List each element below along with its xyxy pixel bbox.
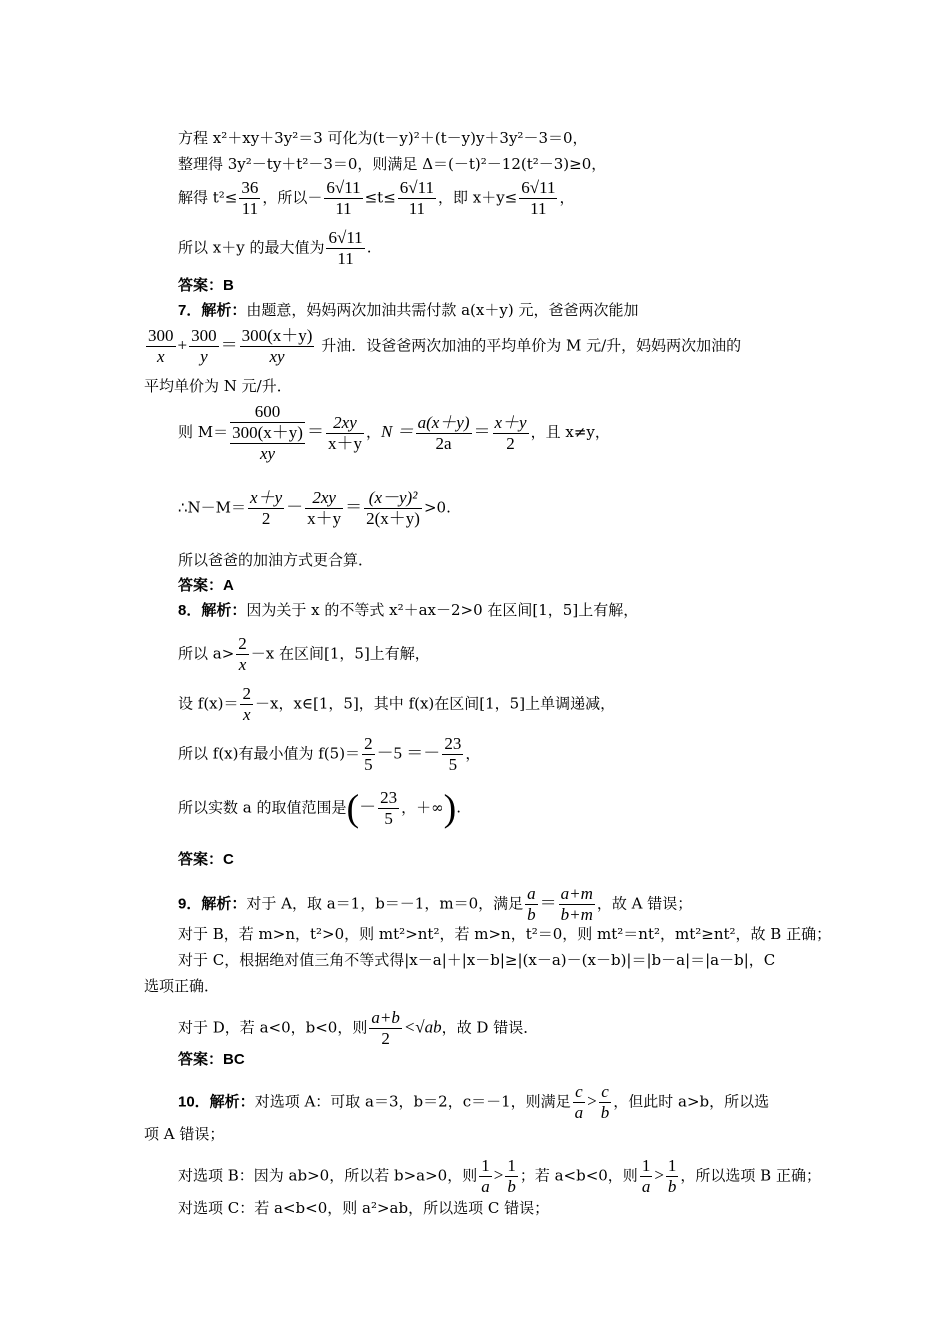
answer-8: 答案：C	[178, 851, 234, 868]
text: －x，x∈[1，5]，其中 f(x)在区间[1，5]上单调递减，	[254, 694, 616, 713]
line-equation-1: 方程 x²＋xy＋3y²＝3 可化为(t－y)²＋(t－y)y＋3y²－3＝0，	[178, 129, 588, 147]
q10-C: 对选项 C：若 a<b<0，则 a²>ab，所以选项 C 错误；	[178, 1199, 550, 1217]
q9-D	[178, 1008, 538, 1049]
right-paren: )	[443, 787, 457, 830]
text: .	[366, 238, 372, 257]
fraction	[505, 1156, 518, 1197]
text: ，所以选项 B 正确；	[680, 1166, 821, 1185]
denominator-bottom: xy	[260, 444, 276, 463]
label: 7．解析：	[178, 302, 247, 319]
denominator: x	[156, 347, 165, 366]
text: 所以 a>	[178, 644, 235, 663]
denominator: 5	[448, 755, 458, 774]
denominator: b	[667, 1177, 677, 1196]
q10-B	[178, 1156, 821, 1197]
op: ＝	[473, 422, 491, 441]
text: ，故 D 错误．	[441, 1018, 539, 1037]
q8-line5: 所以实数 a 的取值范围是(－ $\frac{23}{5}$ ，＋∞).	[178, 787, 462, 830]
denominator: 11	[408, 199, 426, 218]
fraction	[239, 178, 260, 219]
text: 设 f(x)＝	[178, 694, 239, 713]
fraction	[666, 1156, 679, 1197]
text: 对选项 A：可取 a＝3，b＝2，c＝－1，则满足	[254, 1092, 571, 1111]
fraction	[364, 488, 422, 529]
numerator: a	[527, 884, 536, 903]
text: －x 在区间[1，5]上有解，	[250, 644, 430, 663]
op: －	[286, 497, 304, 517]
denominator: 2	[261, 509, 271, 528]
fraction	[236, 634, 249, 675]
op: ＝	[306, 422, 324, 441]
line-equation-2: 整理得 3y²－ty＋t²－3＝0，则满足 Δ＝(－t)²－12(t²－3)≥0，	[178, 155, 607, 173]
denominator: 2	[381, 1029, 390, 1048]
numerator: 6√11	[326, 178, 361, 197]
fraction	[189, 326, 219, 367]
op: >	[493, 1165, 504, 1185]
numerator: 300	[191, 326, 217, 345]
denominator: 2	[506, 433, 515, 453]
op: ＝	[539, 893, 557, 913]
denominator: 2(x＋y)	[366, 509, 420, 528]
denominator: 11	[335, 199, 352, 218]
denominator: b	[507, 1177, 516, 1196]
text: ；若 a<b<0，则	[519, 1166, 638, 1185]
op: －	[359, 797, 377, 817]
denominator: b	[527, 905, 536, 924]
denominator-top: 300(x＋y)	[232, 423, 303, 442]
text: －5 ＝－	[376, 743, 441, 763]
op: ＝	[345, 497, 363, 517]
answer-9: 答案：BC	[178, 1051, 245, 1068]
text: 升油．设爸爸两次加油的平均单价为 M 元/升，妈妈两次加油的	[321, 336, 742, 355]
numerator: 1	[641, 1156, 651, 1175]
denominator: b	[600, 1103, 610, 1122]
numerator: 6√11	[328, 228, 363, 247]
fraction	[305, 488, 343, 529]
denominator: x＋y	[327, 433, 362, 453]
fraction	[416, 413, 472, 454]
q9-B: 对于 B，若 m>n，t²>0，则 mt²>nt²，若 m>n，t²＝0，则 mt²＝nt²，mt²≥nt²，故 B 正确；	[178, 925, 832, 943]
fraction	[493, 413, 529, 454]
q8-head	[178, 600, 638, 621]
numerator: a+b	[371, 1008, 400, 1027]
numerator: 6√11	[521, 178, 556, 197]
answer-6: 答案：B	[178, 277, 234, 294]
text: 对于 A，取 a＝1，b＝－1，m＝0，满足	[246, 894, 524, 913]
text: 所以实数 a 的取值范围是	[178, 798, 347, 817]
op: >	[654, 1165, 664, 1185]
fraction	[146, 326, 176, 367]
numerator: a(x＋y)	[417, 412, 470, 432]
N-label: N ＝	[380, 422, 414, 441]
numerator: 6√11	[399, 178, 434, 197]
label: 9．解析：	[178, 895, 247, 913]
label: 8．解析：	[178, 602, 247, 619]
fraction	[326, 228, 364, 269]
op: ＝	[220, 335, 238, 355]
text: ，	[559, 188, 575, 207]
denominator: x	[238, 655, 247, 674]
sqrt-ab: <√ab	[403, 1017, 442, 1037]
text: ∴N－M＝	[178, 498, 247, 517]
fraction	[479, 1156, 492, 1197]
text: 由题意，妈妈两次加油共需付款 a(x＋y) 元，爸爸两次能加	[246, 301, 639, 319]
compound-fraction	[230, 402, 305, 464]
numerator: 23	[444, 734, 462, 753]
denominator: 11	[241, 199, 259, 218]
fraction	[525, 884, 538, 925]
numerator: 23	[380, 788, 398, 807]
numerator: 1	[667, 1156, 677, 1175]
numerator: 2	[364, 734, 373, 753]
text: ，所以－	[262, 188, 323, 207]
numerator: x＋y	[250, 488, 283, 507]
denominator: x＋y	[307, 509, 342, 528]
numerator: 300(x＋y)	[241, 326, 313, 345]
denominator: a	[574, 1103, 584, 1122]
numerator: 1	[507, 1156, 516, 1175]
numerator: 2	[242, 684, 251, 703]
text: >0.	[423, 498, 451, 517]
numerator: 2xy	[305, 488, 343, 509]
fraction	[398, 178, 436, 219]
text: ，且 x≠y，	[530, 423, 610, 441]
op: +	[177, 335, 188, 355]
denominator: a	[641, 1177, 651, 1196]
denominator: 5	[384, 809, 393, 828]
op: >	[587, 1091, 597, 1111]
q7-line3: 平均单价为 N 元/升．	[144, 377, 292, 395]
fraction	[362, 734, 375, 775]
q9-C2: 选项正确．	[144, 977, 220, 995]
fraction	[573, 1082, 586, 1123]
label: 10．解析：	[178, 1093, 255, 1111]
text: ，	[465, 744, 481, 763]
text: 因为关于 x 的不等式 x²＋ax－2>0 在区间[1，5]上有解，	[246, 601, 639, 619]
text: 所以 x＋y 的最大值为	[178, 238, 325, 257]
text: 则 M＝	[178, 423, 229, 441]
fraction	[519, 178, 557, 219]
fraction	[240, 684, 253, 725]
denominator: 2a	[435, 433, 452, 453]
numerator: 600	[230, 402, 305, 423]
q10-head	[178, 1082, 769, 1123]
q7-M: 则 M＝ 600 300(x＋y) xy ＝ $\frac{2xy}{x+y}$ ，N ＝ $\frac{a(x+y)}{2a}$ ＝ $\frac{x+y}{2}$ ，且 x≠y，	[178, 402, 610, 463]
q7-line2	[144, 326, 741, 367]
text: ，即 x＋y≤	[437, 188, 518, 207]
fraction	[324, 178, 362, 219]
q10-A2: 项 A 错误；	[144, 1125, 225, 1143]
denominator: a	[481, 1177, 490, 1196]
fraction	[326, 413, 364, 454]
fraction	[378, 788, 399, 829]
q7-head	[178, 300, 638, 321]
answer-7: 答案：A	[178, 577, 234, 594]
q9-head	[178, 884, 692, 925]
line-solve	[178, 178, 574, 219]
text: ≤t≤	[364, 188, 396, 207]
denominator: 11	[530, 199, 547, 218]
text: ，但此时 a>b，所以选	[613, 1092, 770, 1111]
fraction	[559, 884, 595, 925]
text: 对选项 B：因为 ab>0，所以若 b>a>0，则	[178, 1166, 478, 1185]
numerator: c	[599, 1082, 612, 1103]
q8-line3	[178, 684, 615, 725]
q7-diff	[178, 488, 451, 529]
q7-conclusion: 所以爸爸的加油方式更合算．	[178, 551, 374, 569]
fraction	[248, 488, 284, 529]
text: 解得 t²≤	[178, 188, 238, 207]
line-max	[178, 228, 371, 269]
numerator: a+m	[560, 884, 593, 903]
numerator: 2xy	[326, 413, 364, 434]
denominator: xy	[269, 347, 285, 366]
numerator: x＋y	[494, 412, 527, 432]
denominator: x	[242, 705, 251, 724]
q8-line2	[178, 634, 430, 675]
denominator: y	[200, 347, 208, 366]
denominator: b+m	[560, 905, 593, 924]
fraction	[442, 734, 463, 775]
numerator: (x－y)²	[364, 488, 422, 509]
q9-C: 对于 C，根据绝对值三角不等式得|x－a|＋|x－b|≥|(x－a)－(x－b)|＝|b－a|＝|a－b|，C	[178, 951, 776, 969]
text: 所以 f(x)有最小值为 f(5)＝	[178, 744, 361, 763]
numerator: c	[573, 1082, 586, 1103]
text: ，故 A 错误；	[596, 894, 693, 913]
numerator: 2	[238, 634, 247, 653]
fraction	[599, 1082, 612, 1123]
numerator: 1	[481, 1156, 490, 1175]
text: 对于 D，若 a<0，b<0，则	[178, 1018, 368, 1037]
fraction	[240, 326, 315, 367]
numerator: 36	[241, 178, 259, 197]
numerator: 300	[148, 326, 174, 345]
denominator: 11	[337, 249, 354, 268]
text: ，＋∞	[401, 798, 444, 817]
fraction	[640, 1156, 653, 1197]
denominator: 5	[364, 755, 373, 774]
left-paren: (	[346, 787, 360, 830]
fraction	[369, 1008, 401, 1049]
q8-line4	[178, 734, 480, 775]
